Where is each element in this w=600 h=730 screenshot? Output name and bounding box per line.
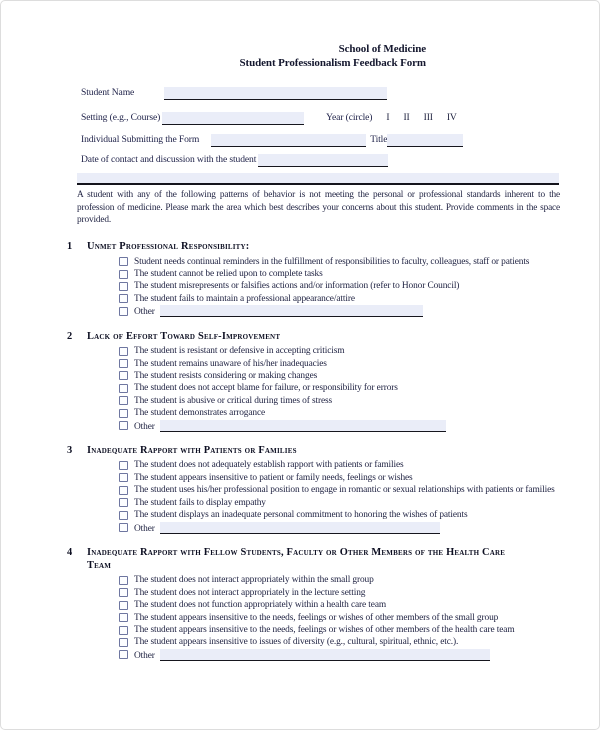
checklist-item xyxy=(119,370,556,382)
year-option-ii[interactable]: II xyxy=(403,112,410,123)
checklist-item-label: The student fails to display empathy xyxy=(134,497,266,508)
other-item xyxy=(119,522,556,535)
checklist-item-label: The student misrepresents or falsifies actions and/or information (refer to Honor Council) xyxy=(134,281,460,292)
section-title: Unmet Professional Responsibility: xyxy=(87,241,250,253)
checkbox[interactable] xyxy=(119,601,128,610)
checkbox[interactable] xyxy=(119,347,128,356)
checklist-item-label: The student fails to maintain a professional appearance/attire xyxy=(134,293,355,304)
other-row xyxy=(134,522,440,535)
checklist-item-label: The student resists considering or making changes xyxy=(134,370,318,381)
checklist-item xyxy=(119,345,556,357)
individual-label: Individual Submitting the Form xyxy=(81,134,200,145)
other-label: Other xyxy=(134,650,155,661)
setting-row xyxy=(81,111,556,125)
section-items xyxy=(119,345,556,433)
checkbox[interactable] xyxy=(119,396,128,405)
student-name-label: Student Name xyxy=(81,87,135,98)
divider-area xyxy=(77,173,559,185)
date-label: Date of contact and discussion with the student xyxy=(81,154,257,165)
section-items xyxy=(119,256,556,319)
section-1 xyxy=(67,240,556,319)
checklist-item xyxy=(119,599,556,611)
comment-strip[interactable] xyxy=(77,173,559,183)
year-option-iii[interactable]: III xyxy=(423,112,433,123)
checkbox[interactable] xyxy=(119,359,128,368)
checklist-item-label: The student displays an inadequate personal commitment to honoring the wishes of patients xyxy=(134,510,468,521)
date-input[interactable] xyxy=(258,154,388,167)
section-4 xyxy=(67,546,556,662)
checkbox[interactable] xyxy=(119,384,128,393)
checklist-item xyxy=(119,484,556,496)
setting-label: Setting (e.g., Course) xyxy=(81,112,161,123)
other-row xyxy=(134,649,490,662)
other-input[interactable] xyxy=(160,649,490,661)
checklist-item xyxy=(119,382,556,394)
checklist-item xyxy=(119,459,556,471)
org-title: School of Medicine xyxy=(338,43,426,55)
form-header xyxy=(67,43,426,70)
checklist-item-label: Student needs continual reminders in the fulfillment of responsibilities to faculty, colleagues, staff or patients xyxy=(134,256,530,267)
checklist-item xyxy=(119,293,556,305)
intro-paragraph: A student with any of the following patterns of behavior is not meeting the personal or professional standards inherent to the profession of medicine. Please mark the area which best describes your concerns about this student. Provide comments in the space provided. xyxy=(77,190,560,226)
checkbox[interactable] xyxy=(119,588,128,597)
checklist-item xyxy=(119,358,556,370)
checklist-item xyxy=(119,497,556,509)
section-heading xyxy=(67,330,556,343)
checklist-item xyxy=(119,407,556,419)
other-label: Other xyxy=(134,421,155,432)
checkbox[interactable] xyxy=(119,523,128,532)
checklist-item-label: The student is abusive or critical during times of stress xyxy=(134,395,333,406)
section-heading xyxy=(67,546,556,572)
title-input[interactable] xyxy=(387,134,463,147)
year-option-iv[interactable]: IV xyxy=(446,112,457,123)
checklist-item xyxy=(119,280,556,292)
submitter-row xyxy=(81,133,556,147)
checklist-item xyxy=(119,587,556,599)
checkbox[interactable] xyxy=(119,511,128,520)
checklist-item-label: The student cannot be relied upon to complete tasks xyxy=(134,269,323,280)
other-label: Other xyxy=(134,523,155,534)
individual-input[interactable] xyxy=(211,134,366,147)
section-title: Inadequate Rapport with Patients or Families xyxy=(87,444,297,456)
checkbox[interactable] xyxy=(119,626,128,635)
checklist-item-label: The student appears insensitive to the needs, feelings or wishes of other members of the health care team xyxy=(134,625,515,636)
checklist-item-label: The student does not interact appropriately within the small group xyxy=(134,575,374,586)
checklist-item xyxy=(119,256,556,268)
checkbox[interactable] xyxy=(119,498,128,507)
checklist-item-label: The student does not adequately establish rapport with patients or families xyxy=(134,460,404,471)
checklist-item xyxy=(119,624,556,636)
other-row xyxy=(134,420,446,433)
checklist-item-label: The student uses his/her professional position to engage in romantic or sexual relationships with patients or families xyxy=(134,485,555,496)
checkbox[interactable] xyxy=(119,421,128,430)
checklist-item-label: The student appears insensitive to patient or family needs, feelings or wishes xyxy=(134,472,413,483)
student-name-input[interactable] xyxy=(164,87,387,100)
checkbox[interactable] xyxy=(119,294,128,303)
checkbox[interactable] xyxy=(119,270,128,279)
checkbox[interactable] xyxy=(119,613,128,622)
checklist-item xyxy=(119,574,556,586)
other-row xyxy=(134,305,423,318)
checklist-item-label: The student appears insensitive to the needs, feelings or wishes of other members of the small group xyxy=(134,612,499,623)
section-items xyxy=(119,574,556,662)
date-row xyxy=(81,153,556,167)
section-3 xyxy=(67,444,556,535)
checkbox[interactable] xyxy=(119,461,128,470)
checklist-item-label: The student is resistant or defensive in accepting criticism xyxy=(134,346,345,357)
section-title: Lack of Effort Toward Self-Improvement xyxy=(87,330,281,342)
checkbox[interactable] xyxy=(119,638,128,647)
checkbox[interactable] xyxy=(119,473,128,482)
sections xyxy=(67,240,556,662)
checkbox[interactable] xyxy=(119,257,128,266)
setting-input[interactable] xyxy=(162,112,304,125)
section-2 xyxy=(67,330,556,433)
checkbox[interactable] xyxy=(119,282,128,291)
checklist-item xyxy=(119,612,556,624)
other-item xyxy=(119,649,556,662)
section-number: 2 xyxy=(67,330,73,342)
checklist-item-label: The student does not function appropriately within a health care team xyxy=(134,600,387,611)
section-items xyxy=(119,459,556,534)
other-input[interactable] xyxy=(160,305,423,317)
checklist-item-label: The student demonstrates arrogance xyxy=(134,408,266,419)
checkbox[interactable] xyxy=(119,409,128,418)
form-title: Student Professionalism Feedback Form xyxy=(239,56,426,69)
checklist-item xyxy=(119,636,556,648)
other-item xyxy=(119,420,556,433)
other-input[interactable] xyxy=(160,522,440,534)
section-title: Inadequate Rapport with Fellow Students, Faculty or Other Members of the Health Care Team xyxy=(87,546,506,571)
checkbox[interactable] xyxy=(119,650,128,659)
checkbox[interactable] xyxy=(119,486,128,495)
checklist-item xyxy=(119,395,556,407)
checkbox[interactable] xyxy=(119,576,128,585)
checklist-item xyxy=(119,509,556,521)
year-option-i[interactable]: I xyxy=(386,112,390,123)
section-heading xyxy=(67,240,556,253)
form-fields xyxy=(81,86,556,167)
section-number: 4 xyxy=(67,546,73,558)
divider-rule xyxy=(77,183,559,185)
year-label: Year (circle) xyxy=(326,112,373,123)
checklist-item-label: The student does not interact appropriately in the lecture setting xyxy=(134,587,366,598)
checklist-item-label: The student remains unaware of his/her inadequacies xyxy=(134,358,327,369)
title-label: Title xyxy=(370,134,388,145)
checkbox[interactable] xyxy=(119,371,128,380)
checklist-item xyxy=(119,268,556,280)
other-label: Other xyxy=(134,307,155,318)
other-input[interactable] xyxy=(160,420,446,432)
section-number: 3 xyxy=(67,444,73,456)
checklist-item-label: The student does not accept blame for failure, or responsibility for errors xyxy=(134,383,398,394)
student-name-row xyxy=(81,86,556,100)
checklist-item xyxy=(119,472,556,484)
checkbox[interactable] xyxy=(119,307,128,316)
section-number: 1 xyxy=(67,241,73,253)
other-item xyxy=(119,305,556,318)
section-heading xyxy=(67,444,556,457)
checklist-item-label: The student appears insensitive to issues of diversity (e.g., cultural, spiritual, ethnic, etc.). xyxy=(134,637,459,648)
